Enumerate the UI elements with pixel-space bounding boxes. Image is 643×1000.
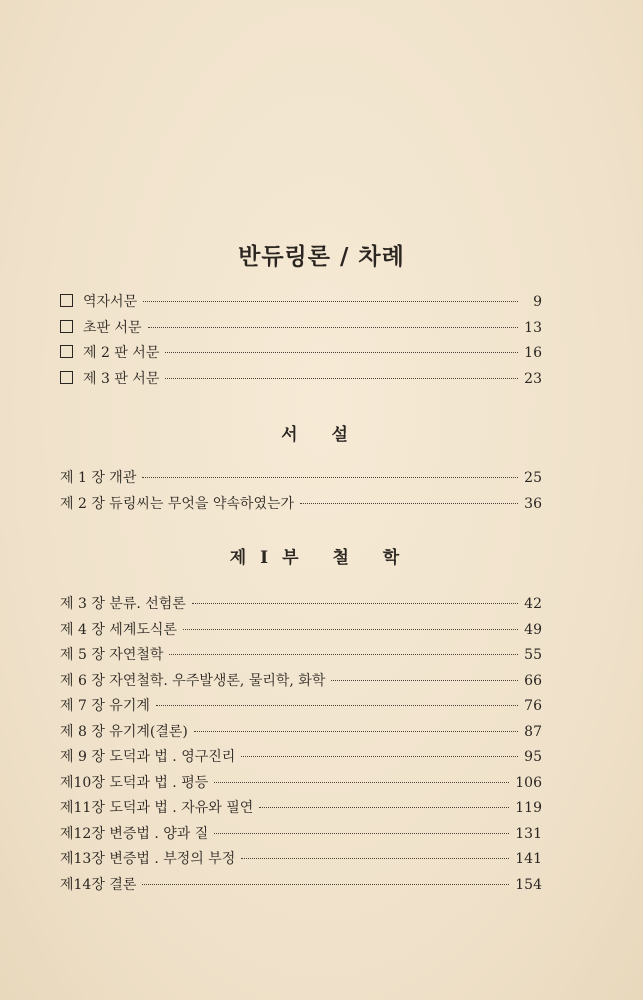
front-matter-list bbox=[60, 290, 542, 392]
toc-entry[interactable] bbox=[60, 745, 542, 771]
toc-entry[interactable] bbox=[60, 316, 542, 342]
toc-entry[interactable] bbox=[60, 847, 542, 873]
toc-entry-title: 제 2 장 듀링씨는 무엇을 약속하였는가 bbox=[60, 495, 295, 512]
toc-entry-page: 25 bbox=[524, 470, 542, 486]
toc-entry-title: 초판 서문 bbox=[83, 319, 142, 336]
toc-entry-title: 제10장 도덕과 법 . 평등 bbox=[60, 774, 209, 791]
part1-list bbox=[60, 592, 542, 898]
toc-entry-page: 55 bbox=[524, 647, 542, 663]
dot-leader bbox=[241, 756, 518, 757]
section-heading-part1: 제Ⅰ부 철 학 bbox=[229, 548, 414, 568]
toc-entry-title: 제 2 판 서문 bbox=[83, 345, 160, 361]
toc-entry-page: 119 bbox=[515, 800, 542, 816]
toc-entry-page: 154 bbox=[515, 876, 542, 893]
dot-leader bbox=[192, 603, 518, 604]
toc-entry-title: 제13장 변증법 . 부정의 부정 bbox=[60, 851, 236, 867]
toc-entry-title: 제 3 장 분류. 선험론 bbox=[60, 596, 186, 612]
dot-leader bbox=[165, 378, 518, 379]
dot-leader bbox=[214, 782, 509, 783]
toc-entry-page: 16 bbox=[524, 345, 542, 361]
toc-entry-title: 제11장 도덕과 법 . 자유와 필연 bbox=[60, 800, 254, 816]
dot-leader bbox=[169, 654, 518, 655]
checkbox-icon bbox=[60, 371, 73, 384]
toc-entry-title: 제12장 변증법 . 양과 질 bbox=[60, 825, 209, 842]
dot-leader bbox=[165, 352, 518, 353]
toc-entry[interactable] bbox=[60, 796, 542, 822]
dot-leader bbox=[142, 477, 518, 478]
toc-entry-title: 제 5 장 자연철학 bbox=[60, 647, 164, 663]
toc-entry[interactable] bbox=[60, 643, 542, 669]
toc-entry-title: 제 4 장 세계도식론 bbox=[60, 621, 177, 638]
dot-leader bbox=[331, 680, 518, 681]
toc-entry-title: 제 9 장 도덕과 법 . 영구진리 bbox=[60, 749, 236, 765]
checkbox-icon bbox=[60, 345, 73, 358]
toc-entry-page: 49 bbox=[524, 621, 542, 638]
toc-entry[interactable] bbox=[60, 618, 542, 644]
toc-entry-page: 9 bbox=[533, 294, 542, 310]
toc-entry-title: 제 3 판 서문 bbox=[83, 370, 160, 387]
toc-entry-page: 141 bbox=[515, 851, 542, 867]
dot-leader bbox=[143, 301, 518, 302]
toc-entry-page: 87 bbox=[524, 723, 542, 740]
toc-entry[interactable] bbox=[60, 873, 542, 899]
toc-entry-title: 제 1 장 개관 bbox=[60, 470, 137, 486]
dot-leader bbox=[142, 884, 509, 885]
toc-entry-page: 76 bbox=[524, 698, 542, 714]
toc-entry-page: 66 bbox=[524, 672, 542, 689]
toc-entry[interactable] bbox=[60, 290, 542, 316]
toc-entry[interactable] bbox=[60, 492, 542, 518]
checkbox-icon bbox=[60, 320, 73, 333]
toc-entry[interactable] bbox=[60, 466, 542, 492]
toc-entry-page: 13 bbox=[524, 319, 542, 336]
toc-entry[interactable] bbox=[60, 822, 542, 848]
toc-entry[interactable] bbox=[60, 341, 542, 367]
dot-leader bbox=[156, 705, 518, 706]
toc-entry-title: 제 7 장 유기계 bbox=[60, 698, 150, 714]
toc-entry-page: 36 bbox=[524, 495, 542, 512]
toc-entry-page: 131 bbox=[515, 825, 542, 842]
toc-entry-page: 23 bbox=[524, 370, 542, 387]
toc-entry-page: 95 bbox=[524, 749, 542, 765]
dot-leader bbox=[300, 503, 518, 504]
toc-entry[interactable] bbox=[60, 720, 542, 746]
dot-leader bbox=[259, 807, 509, 808]
toc-entry-page: 42 bbox=[524, 596, 542, 612]
toc-entry-title: 역자서문 bbox=[83, 294, 138, 310]
toc-entry[interactable] bbox=[60, 592, 542, 618]
dot-leader bbox=[183, 629, 518, 630]
toc-entry-page: 106 bbox=[515, 774, 542, 791]
dot-leader bbox=[241, 858, 509, 859]
checkbox-icon bbox=[60, 294, 73, 307]
dot-leader bbox=[148, 327, 518, 328]
section-heading-introduction: 서 설 bbox=[281, 425, 362, 445]
dot-leader bbox=[214, 833, 509, 834]
toc-entry[interactable] bbox=[60, 367, 542, 393]
introduction-list bbox=[60, 466, 542, 517]
toc-entry-title: 제14장 결론 bbox=[60, 876, 137, 893]
dot-leader bbox=[194, 731, 518, 732]
toc-entry[interactable] bbox=[60, 771, 542, 797]
toc-entry-title: 제 6 장 자연철학. 우주발생론, 물리학, 화학 bbox=[60, 672, 326, 689]
toc-entry[interactable] bbox=[60, 694, 542, 720]
page-title: 반듀링론 / 차례 bbox=[238, 243, 405, 270]
toc-entry-title: 제 8 장 유기계(결론) bbox=[60, 723, 188, 740]
toc-entry[interactable] bbox=[60, 669, 542, 695]
